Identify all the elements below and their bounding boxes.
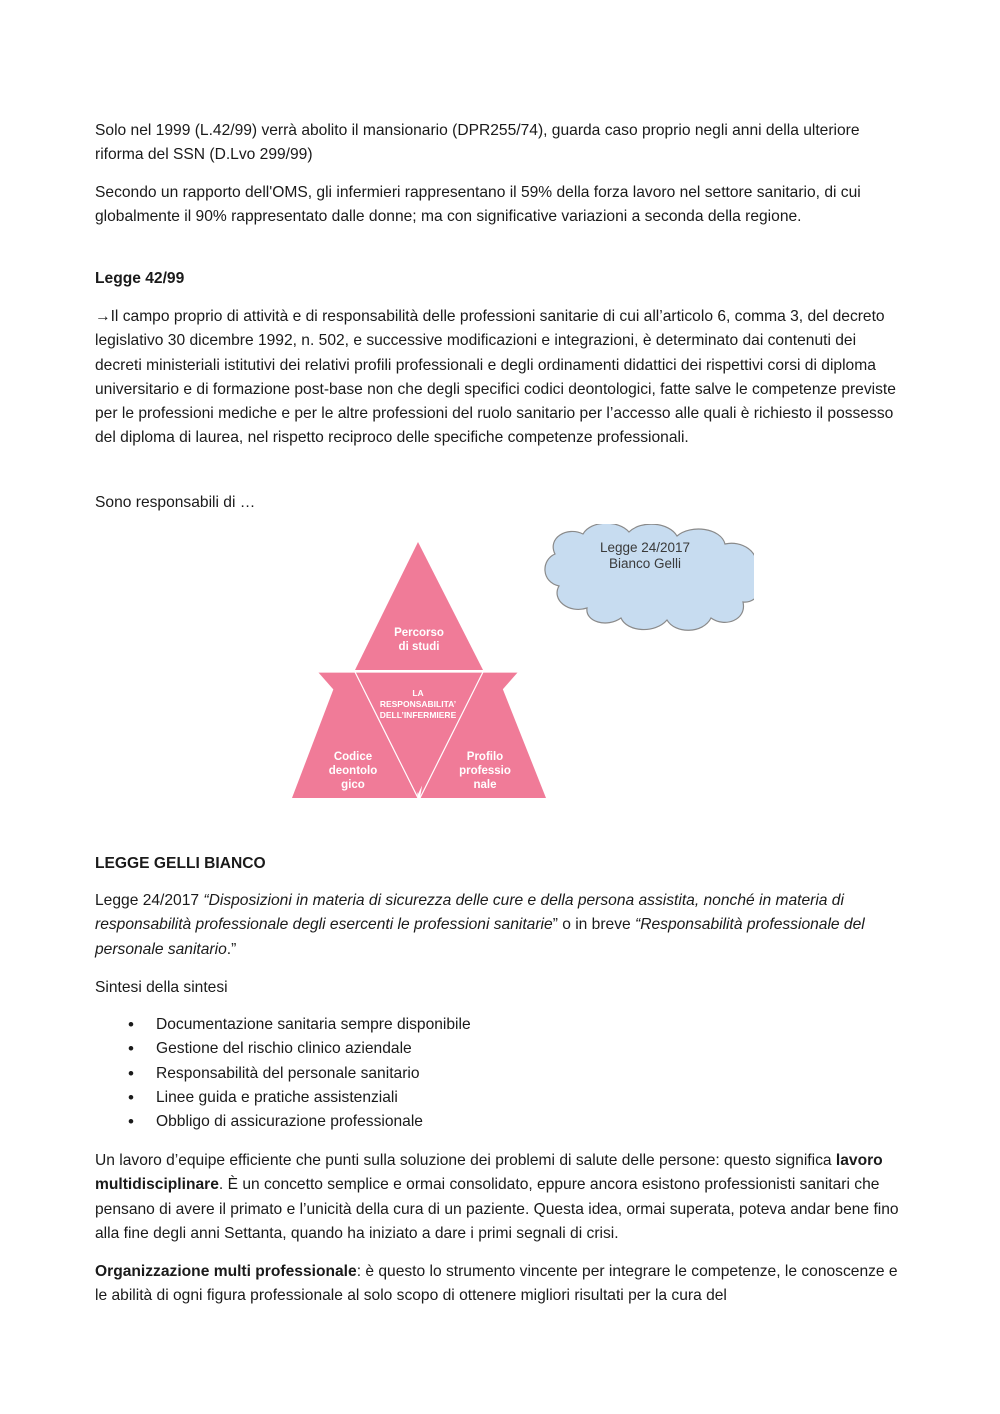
legge-24-2017-prefix: Legge 24/2017 xyxy=(95,892,204,909)
paragraph-sintesi: Sintesi della sintesi xyxy=(95,979,228,996)
arrow-right-icon: → xyxy=(95,308,111,325)
list-item: • Gestione del rischio clinico aziendale xyxy=(95,1037,895,1061)
top-label-line1: Percorso xyxy=(394,627,444,639)
legge-24-2017-connector: ” o in breve xyxy=(552,916,636,934)
center-label-line2: RESPONSABILITA’ xyxy=(379,699,457,709)
multidisciplinare-intro: Un lavoro d’equipe efficiente che punti sulla soluzione dei problemi di salute delle persone: questo significa xyxy=(95,1152,836,1169)
list-item: • Responsabilità del personale sanitario xyxy=(95,1062,895,1086)
responsabilita-diagram xyxy=(285,524,760,804)
left-label-line3: gico xyxy=(341,779,365,791)
paragraph-mansionario: Solo nel 1999 (L.42/99) verrà abolito il mansionario (DPR255/74), guarda caso proprio negli anni della ulteriore riforma del SSN (D.Lvo 299/99) xyxy=(95,122,860,164)
paragraph-oms: Secondo un rapporto dell'OMS, gli infermieri rappresentano il 59% della forza lavoro nel settore sanitario, di cui globalmente il 90% rappresentato dalle donne; ma con significative variazioni a seconda della regione. xyxy=(95,184,861,226)
list-item: • Documentazione sanitaria sempre disponibile xyxy=(95,1013,895,1037)
legge-24-2017-short-title: “Responsabilità professionale del personale sanitario xyxy=(95,916,865,958)
heading-legge-gelli-bianco: LEGGE GELLI BIANCO xyxy=(95,855,266,872)
cloud-label-line1: Legge 24/2017 xyxy=(599,540,691,555)
paragraph-legge-42-99-text: Il campo proprio di attività e di responsabilità delle professioni sanitarie di cui all’articolo 6, comma 3, del decreto legislativo 30 dicembre 1992, n. 502, e successive modificazioni e integrazioni, è determinato dai contenuti dei decreti ministeriali istitutivi dei relativi profili professionali e degli ordinamenti didattici dei rispettivi corsi di diploma universitario e di formazione post-base non che degli specifici codici deontologici, fatte salve le competenze previste per le professioni mediche e per le altre professioni del ruolo sanitario per l’accesso alle quali è richiesto il possesso del diploma di laurea, nel rispetto reciproco delle specifiche competenze professionali. xyxy=(95,308,896,447)
left-label-line1: Codice xyxy=(333,751,373,763)
legge-24-2017-full-title: “Disposizioni in materia di sicurezza delle cure e della persona assistita, nonché in materia di responsabilità professionale degli esercenti le professioni sanitarie xyxy=(95,892,844,934)
paragraph-lavoro-multidisciplinare xyxy=(95,1149,907,1246)
right-label-line3: nale xyxy=(473,779,497,791)
top-label-line2: di studi xyxy=(398,641,440,653)
paragraph-legge-42-99 xyxy=(95,305,907,451)
multidisciplinare-rest: . È un concetto semplice e ormai consolidato, eppure ancora esistono professionisti sanitari che pensano di avere il primato e l’unicità della cura di un paziente. Questa idea, ormai superata, poteva andar bene fino alla fine degli anni Settanta, quando ha iniziato a dare i primi segnali di crisi. xyxy=(95,1176,899,1242)
organizzazione-rest: : è questo lo strumento vincente per integrare le competenze, le conoscenze e le abilità di ogni figura professionale al solo scopo di ottenere migliori risultati per la cura del xyxy=(95,1263,898,1305)
right-label-line2: professio xyxy=(459,765,511,777)
paragraph-sono-responsabili: Sono responsabili di … xyxy=(95,494,256,511)
multidisciplinare-bold: lavoro multidisciplinare xyxy=(95,1152,883,1194)
legge-24-2017-suffix: .” xyxy=(226,940,237,958)
center-label-line3: DELL’INFERMIERE xyxy=(379,710,457,720)
right-label-line1: Profilo xyxy=(466,751,504,763)
organizzazione-bold: Organizzazione multi professionale xyxy=(95,1263,357,1280)
paragraph-organizzazione xyxy=(95,1260,907,1309)
list-item: • Linee guida e pratiche assistenziali xyxy=(95,1086,895,1110)
sintesi-bullet-list xyxy=(95,1013,895,1134)
cloud-label-line2: Bianco Gelli xyxy=(608,556,682,571)
list-item: • Obbligo di assicurazione professionale xyxy=(95,1110,895,1134)
left-label-line2: deontolo xyxy=(328,765,378,777)
heading-legge-42-99: Legge 42/99 xyxy=(95,270,185,287)
paragraph-legge-24-2017 xyxy=(95,889,907,962)
center-label-line1: LA xyxy=(412,688,424,698)
